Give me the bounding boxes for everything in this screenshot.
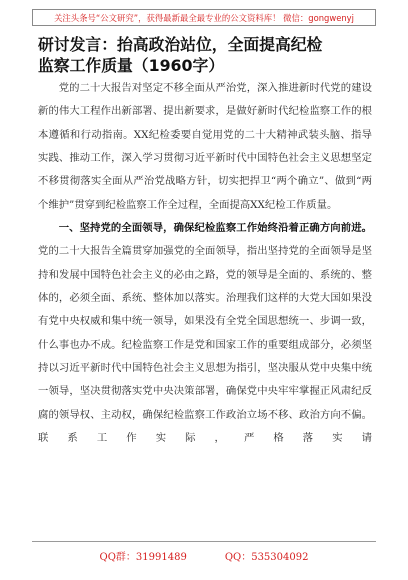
footer-qq: QQ：535304092 [224,552,309,563]
footer [0,548,408,563]
title-line-2: 监察工作质量（1960字） [38,56,225,75]
footer-divider [32,541,376,542]
header-banner-text: 关注头条号“公文研究”，获得最新最全最专业的公文资料库！ 微信：gongwenyj [54,12,354,23]
document-body [38,77,372,451]
document-title [38,34,378,76]
footer-qq-group: QQ群：31991489 [99,552,187,563]
header-banner [32,9,376,26]
paragraph-2-body: 党的二十大报告全篇贯穿加强党的全面领导，指出坚持党的全面领导是坚持和发展中国特色社会主义的必由之路，党的领导是全面的、系统的、整体的，必须全面、系统、整体加以落实。治理我们这样的大党大国如果没有党中央权威和集中统一领导，如果没有全党全国思想统一、步调一致，什么事也办不成。纪检监察工作是党和国家工作的重要组成部分，必须坚持以习近平新时代中国特色社会主义思想为指引，坚决服从党中央集中统一领导，坚决贯彻落实党中央决策部署，确保党中央牢牢掌握正风肃纪反腐的领导权、主动权，确保纪检监察工作政治立场不移、政治方向不偏。联系工作实际，严格落实请 [38,245,372,445]
title-line-1: 研讨发言：抬高政治站位，全面提高纪检 [38,35,323,54]
section-heading: 一、坚持党的全面领导，确保纪检监察工作始终沿着正确方向前进。 [58,222,372,235]
paragraph-1: 党的二十大报告对坚定不移全面从严治党，深入推进新时代党的建设新的伟大工程作出新部署、提出新要求，是做好新时代纪检监察工作的根本遵循和行动指南。XX纪检委要自觉用党的二十大精神武装头脑、指导实践、推动工作，深入学习贯彻习近平新时代中国特色社会主义思想坚定不移贯彻落实全面从严治党战略方针，切实把捍卫“两个确立”、做到“两个维护”贯穿到纪检监察工作全过程，全面提高XX纪检工作质量。 [38,82,372,211]
paragraph-2 [38,217,372,450]
